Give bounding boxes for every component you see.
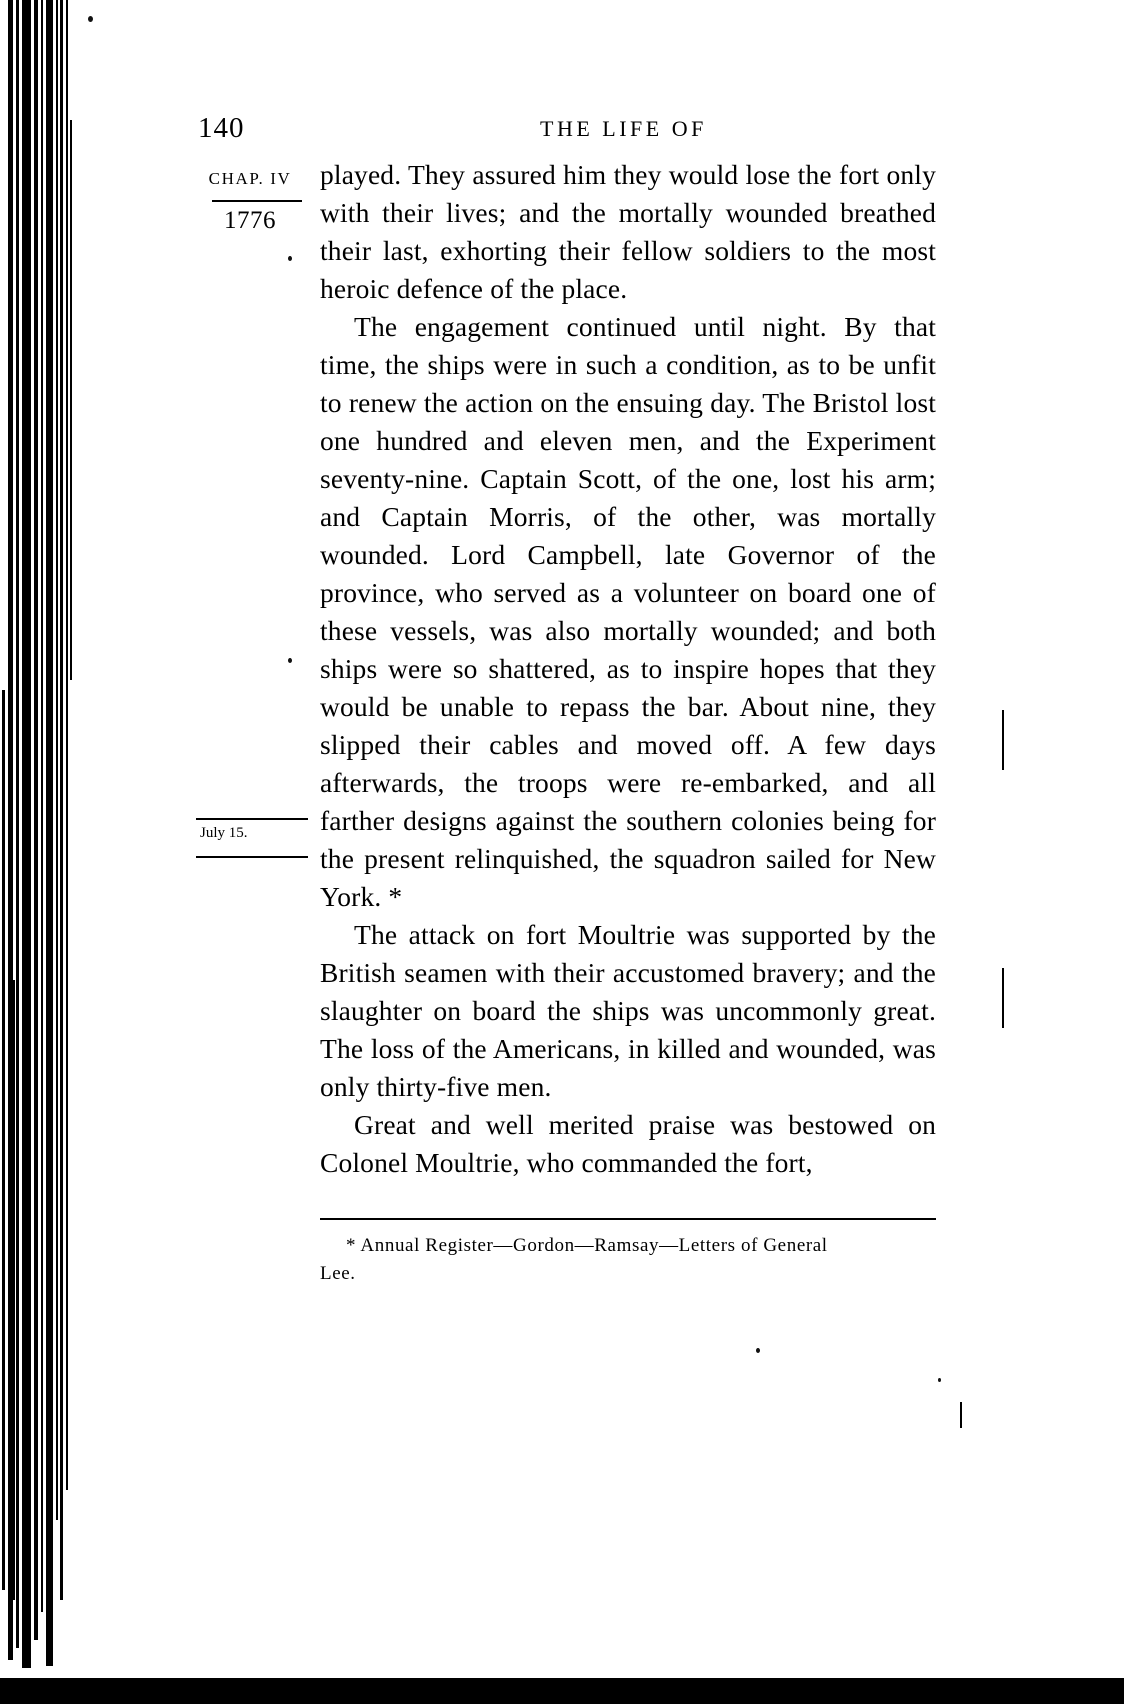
scan-edge-mark bbox=[1002, 710, 1004, 770]
page-bottom-white-band bbox=[0, 1668, 1124, 1678]
margin-rule bbox=[196, 818, 308, 820]
paragraph: played. They assured him they would lose the fort only with their lives; and the mortally wounded breathed their last, exhorting their fellow soldiers to the most heroic defence of the place. bbox=[320, 159, 936, 304]
page-number: 140 bbox=[198, 112, 245, 144]
margin-date-note: July 15. bbox=[200, 825, 248, 841]
scan-speck bbox=[288, 658, 292, 663]
margin-rule bbox=[196, 856, 308, 858]
footnote-rule bbox=[320, 1218, 936, 1220]
scan-edge-mark bbox=[1002, 968, 1004, 1028]
scan-speck bbox=[88, 16, 93, 22]
scan-edge-mark bbox=[960, 1402, 962, 1428]
running-head: THE LIFE OF bbox=[540, 116, 707, 141]
scan-gutter-artifacts bbox=[0, 0, 80, 1704]
paragraph: Great and well merited praise was bestowed on Colonel Moultrie, who commanded the fort, bbox=[320, 1109, 936, 1178]
scan-speck bbox=[756, 1348, 760, 1353]
page-bottom-black-band bbox=[0, 1678, 1124, 1704]
scan-speck bbox=[288, 256, 292, 261]
footnote-marker: * bbox=[346, 1235, 357, 1256]
footnote-line-1: Annual Register—Gordon—Ramsay—Letters of General bbox=[360, 1235, 828, 1256]
footnote bbox=[320, 1232, 936, 1288]
paragraph: The engagement continued until night. By that time, the ships were in such a condition, as to be unfit to renew the action on the ensuing day. The Bristol lost one hundred and eleven men, and the Experiment seventy-nine. Captain Scott, of the one, lost his arm; and Captain Morris, of the other, was mortally wounded. Lord Campbell, late Governor of the province, who served as a volunteer on board one of these vessels, was also mortally wounded; and both ships were so shattered, as to inspire hopes that they would be unable to repass the bar. About nine, they slipped their cables and moved off. A few days afterwards, the troops were re-embarked, and all farther designs against the southern colonies being for the present relinquished, the squadron sailed for New York. * bbox=[320, 311, 936, 912]
margin-year-note: 1776 bbox=[224, 207, 276, 234]
margin-chapter-note: CHAP. IV bbox=[208, 169, 292, 188]
margin-rule bbox=[212, 200, 302, 202]
paragraph: The attack on fort Moultrie was supported by the British seamen with their accustomed bravery; and the slaughter on board the ships was uncommonly great. The loss of the Americans, in killed and wounded, was only thirty-five men. bbox=[320, 919, 936, 1102]
scan-speck bbox=[938, 1378, 941, 1382]
footnote-line-2: Lee. bbox=[320, 1263, 356, 1284]
body-text-column bbox=[320, 156, 936, 1182]
